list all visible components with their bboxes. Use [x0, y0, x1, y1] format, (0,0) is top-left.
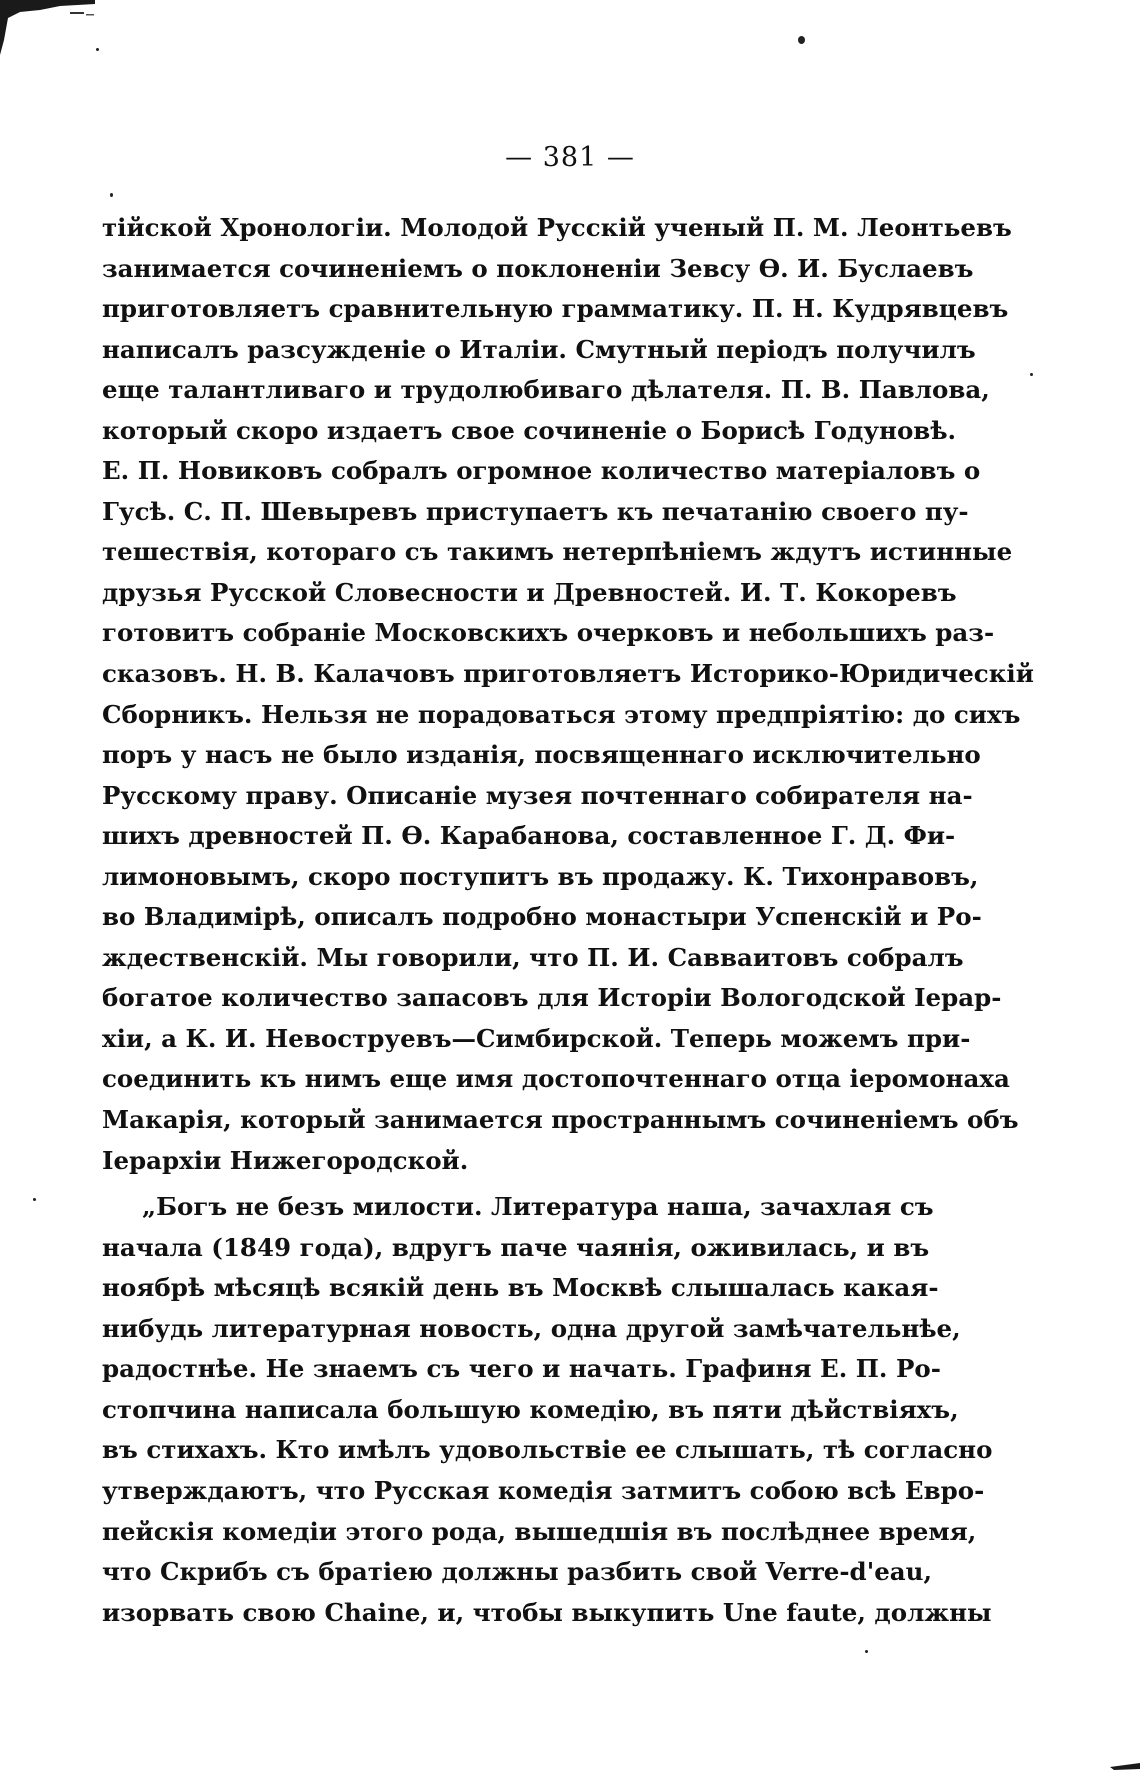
text-line: лимоновымъ, скоро поступитъ въ продажу. К. Тихонравовъ,: [102, 861, 979, 891]
text-line: тешествія, котораго съ такимъ нетерпѣніемъ ждутъ истинные: [102, 537, 1013, 567]
text-line: сказовъ. Н. В. Калачовъ приготовляетъ Историко-Юридическій: [102, 659, 1034, 689]
text-line: ноябрѣ мѣсяцѣ всякій день въ Москвѣ слышалась какая-: [102, 1273, 939, 1303]
scan-speck: [110, 193, 113, 197]
body-text: [102, 208, 1034, 1633]
text-line-paragraph-end: Іерархіи Нижегородской.: [102, 1145, 469, 1175]
text-line: тійской Хронологіи. Молодой Русскій ученый П. М. Леонтьевъ: [102, 213, 1012, 242]
text-line: радостнѣе. Не знаемъ съ чего и начать. Графиня Е. П. Ро-: [102, 1354, 941, 1384]
scan-speck: [96, 48, 99, 51]
text-line: что Скрибъ съ братіею должны разбить свой Verre-d'eau,: [102, 1557, 932, 1587]
text-line: поръ у насъ не было изданія, посвященнаго исключительно: [102, 740, 981, 770]
scan-speck: [1030, 373, 1033, 376]
text-line: Сборникъ. Нельзя не порадоваться этому предпріятію: до сихъ: [102, 699, 1021, 729]
text-line: стопчина написала большую комедію, въ пяти дѣйствіяхъ,: [102, 1394, 959, 1424]
text-line: Гусѣ. С. П. Шевыревъ приступаетъ къ печатанію своего пу-: [102, 496, 969, 526]
text-line: нибудь литературная новость, одна другой замѣчательнѣе,: [102, 1313, 961, 1343]
scan-edge-mark: [1080, 1755, 1140, 1775]
text-line: начала (1849 года), вдругъ паче чаянія, оживилась, и въ: [102, 1232, 930, 1262]
text-line: еще талантливаго и трудолюбиваго дѣлателя. П. В. Павлова,: [102, 375, 990, 405]
text-line: пейскія комедіи этого рода, вышедшія въ послѣднее время,: [102, 1516, 977, 1546]
text-line: въ стихахъ. Кто имѣлъ удовольствіе ее слышать, тѣ согласно: [102, 1435, 993, 1465]
text-line: утверждаютъ, что Русская комедія затмитъ собою всѣ Евро-: [102, 1475, 985, 1505]
page-number: — 381 —: [505, 142, 635, 173]
scan-speck: [798, 36, 805, 44]
text-line: Русскому праву. Описаніе музея почтеннаго собирателя на-: [102, 780, 973, 810]
scan-speck: [865, 1650, 868, 1653]
text-line: друзья Русской Словесности и Древностей. И. Т. Кокоревъ: [102, 577, 957, 607]
text-line: Макарія, который занимается пространнымъ сочиненіемъ объ: [102, 1105, 1019, 1135]
text-line: который скоро издаетъ свое сочиненіе о Борисѣ Годуновѣ.: [102, 415, 957, 445]
text-line: приготовляетъ сравнительную грамматику. П. Н. Кудрявцевъ: [102, 294, 1009, 324]
text-line: занимается сочиненіемъ о поклоненіи Зевсу Ѳ. И. Буслаевъ: [102, 253, 974, 283]
text-line-paragraph-start: „Богъ не безъ милости. Литература наша, зачахлая съ: [142, 1192, 934, 1222]
text-line: ждественскій. Мы говорили, что П. И. Савваитовъ собралъ: [102, 942, 964, 972]
text-line: готовитъ собраніе Московскихъ очерковъ и небольшихъ раз-: [102, 618, 995, 648]
scan-speck: [33, 1198, 36, 1201]
text-line: шихъ древностей П. Ѳ. Карабанова, составленное Г. Д. Фи-: [102, 821, 956, 851]
text-line: изорвать свою Chaine, и, чтобы выкупить Une faute, должны: [102, 1597, 992, 1627]
text-line: написалъ разсужденіе о Италіи. Смутный періодъ получилъ: [102, 334, 976, 364]
scan-corner-mark: [0, 0, 100, 60]
text-line: хіи, а К. И. Невоструевъ—Симбирской. Теперь можемъ при-: [102, 1023, 971, 1053]
text-line: во Владимірѣ, описалъ подробно монастыри Успенскій и Ро-: [102, 902, 982, 932]
text-line: Е. П. Новиковъ собралъ огромное количество матеріаловъ о: [102, 456, 981, 486]
text-line: богатое количество запасовъ для Исторіи Вологодской Іерар-: [102, 983, 1002, 1013]
text-line: соединить къ нимъ еще имя достопочтеннаго отца іеромонаха: [102, 1064, 1010, 1094]
